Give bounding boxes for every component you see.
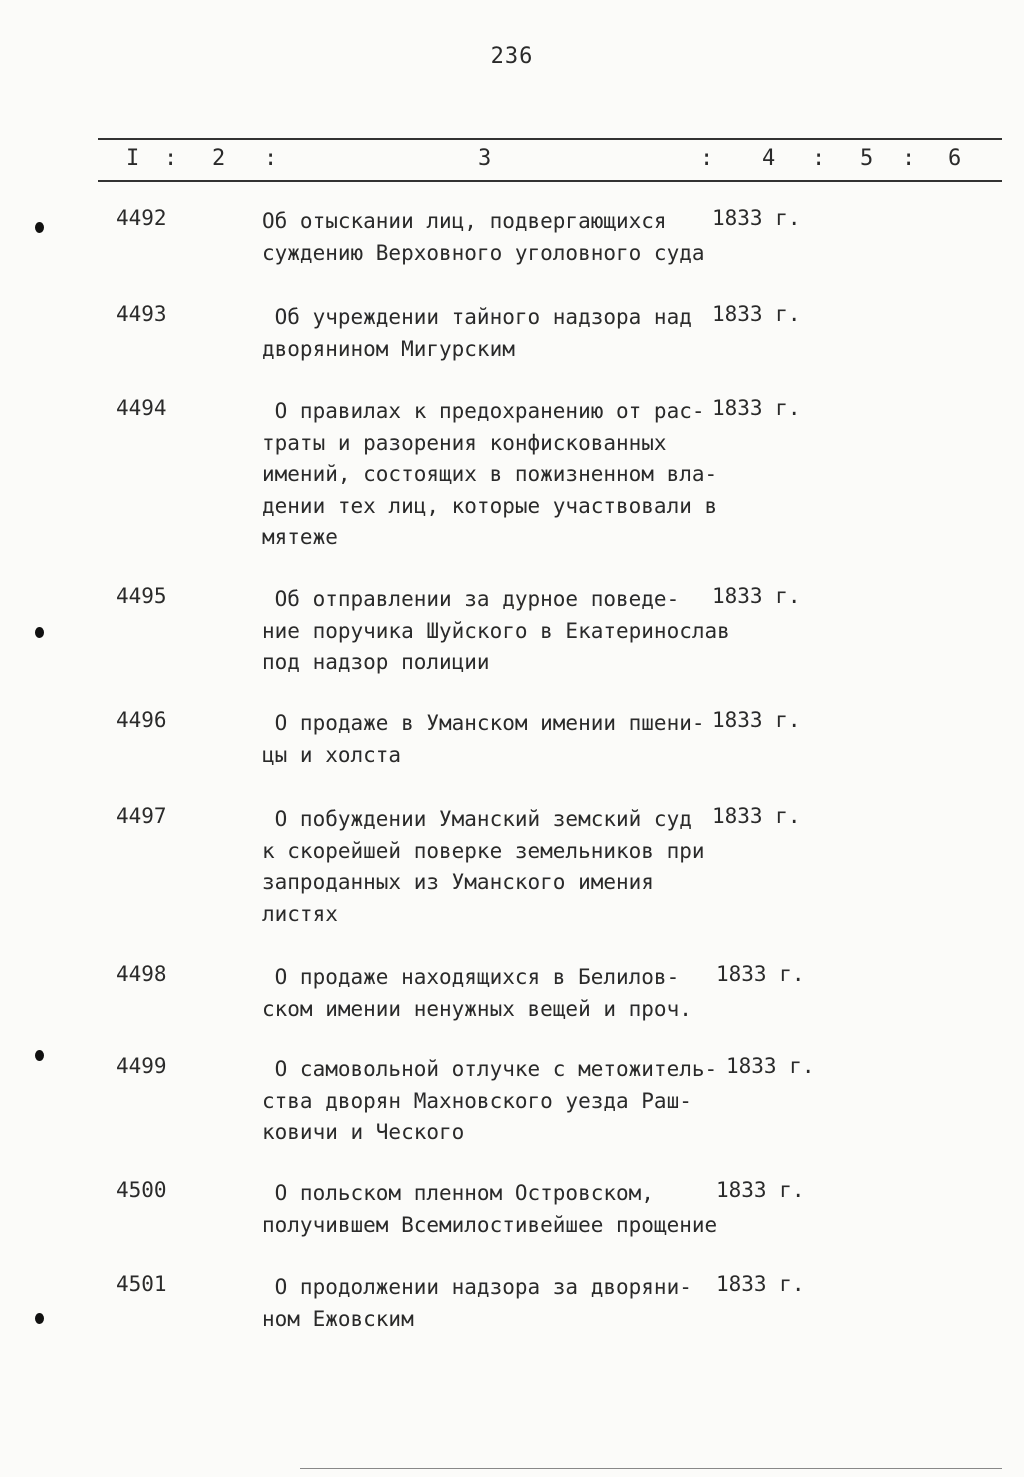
column-header-6: 6 xyxy=(948,146,962,171)
description-line: листях xyxy=(262,901,338,926)
page-bottom-edge xyxy=(300,1468,1002,1469)
item-number: 4496 xyxy=(116,708,167,732)
column-separator: : xyxy=(264,146,278,171)
item-number: 4495 xyxy=(116,584,167,608)
item-description xyxy=(262,1054,722,1149)
item-number: 4500 xyxy=(116,1178,167,1202)
column-separator: : xyxy=(812,146,826,171)
item-number: 4494 xyxy=(116,396,167,420)
item-description xyxy=(262,1178,722,1241)
column-separator: : xyxy=(164,146,178,171)
item-number: 4493 xyxy=(116,302,167,326)
table-top-rule xyxy=(98,138,1002,140)
column-header-5: 5 xyxy=(860,146,874,171)
item-description xyxy=(262,962,722,1025)
description-line: О самовольной отлучке с метожитель- xyxy=(262,1057,718,1081)
punch-hole-mark xyxy=(35,1313,44,1324)
description-line: дворянином Мигурским xyxy=(262,336,515,361)
item-description xyxy=(262,206,722,269)
description-line: запроданных из Уманского имения xyxy=(262,870,654,894)
punch-hole-mark xyxy=(35,1050,44,1061)
header-bottom-rule xyxy=(98,180,1002,182)
item-number: 4492 xyxy=(116,206,167,230)
punch-hole-mark xyxy=(35,627,44,638)
item-description xyxy=(262,584,730,679)
column-header-2: 2 xyxy=(212,146,226,171)
description-line: суждению Верховного уголовного суда xyxy=(262,240,705,265)
description-line: ства дворян Махновского уезда Раш- xyxy=(262,1088,692,1113)
item-description xyxy=(262,708,722,771)
item-description xyxy=(262,1272,722,1335)
description-line: О польском пленном Островском, xyxy=(262,1181,654,1205)
item-number: 4501 xyxy=(116,1272,167,1296)
item-year: 1833 г. xyxy=(712,396,801,420)
item-number: 4497 xyxy=(116,804,167,828)
item-year: 1833 г. xyxy=(712,302,801,326)
description-line: О правилах к предохранению от рас- xyxy=(262,399,705,423)
description-line: О продолжении надзора за дворяни- xyxy=(262,1275,692,1299)
description-line: О продаже в Уманском имении пшени- xyxy=(262,711,705,735)
description-line: О продаже находящихся в Белилов- xyxy=(262,965,680,989)
description-line: ском имении ненужных вещей и проч. xyxy=(262,996,692,1021)
description-line: Об отправлении за дурное поведе- xyxy=(262,587,680,611)
column-header-row xyxy=(0,146,1024,174)
description-line: О побуждении Уманский земский суд xyxy=(262,807,692,831)
column-header-1: I xyxy=(126,146,140,171)
item-description xyxy=(262,396,722,554)
description-line: Об учреждении тайного надзора над xyxy=(262,305,692,329)
description-line: мятеже xyxy=(262,525,338,549)
item-number: 4498 xyxy=(116,962,167,986)
item-number: 4499 xyxy=(116,1054,167,1078)
page-number: 236 xyxy=(490,44,534,69)
description-line: ковичи и Ческого xyxy=(262,1120,465,1144)
description-line: к скорейшей поверке земельников при xyxy=(262,838,705,863)
description-line: получившем Всемилостивейшее прощение xyxy=(262,1212,718,1237)
item-year: 1833 г. xyxy=(712,206,801,230)
column-header-3: 3 xyxy=(478,146,492,171)
item-description xyxy=(262,302,722,365)
description-line: ном Ежовским xyxy=(262,1306,414,1331)
item-year: 1833 г. xyxy=(712,708,801,732)
description-line: траты и разорения конфискованных xyxy=(262,430,667,455)
item-year: 1833 г. xyxy=(716,1178,805,1202)
description-line: ние поручика Шуйского в Екатеринослав xyxy=(262,618,730,643)
item-year: 1833 г. xyxy=(726,1054,815,1078)
column-header-4: 4 xyxy=(762,146,776,171)
item-year: 1833 г. xyxy=(716,962,805,986)
description-line: дении тех лиц, которые участвовали в xyxy=(262,493,718,518)
description-line: Об отыскании лиц, подвергающихся xyxy=(262,209,667,233)
punch-hole-mark xyxy=(35,222,44,233)
description-line: под надзор полиции xyxy=(262,650,490,674)
column-separator: : xyxy=(700,146,714,171)
column-separator: : xyxy=(902,146,916,171)
description-line: имений, состоящих в пожизненном вла- xyxy=(262,462,718,486)
item-year: 1833 г. xyxy=(712,804,801,828)
item-description xyxy=(262,804,722,930)
item-year: 1833 г. xyxy=(716,1272,805,1296)
description-line: цы и холста xyxy=(262,742,402,767)
item-year: 1833 г. xyxy=(712,584,801,608)
